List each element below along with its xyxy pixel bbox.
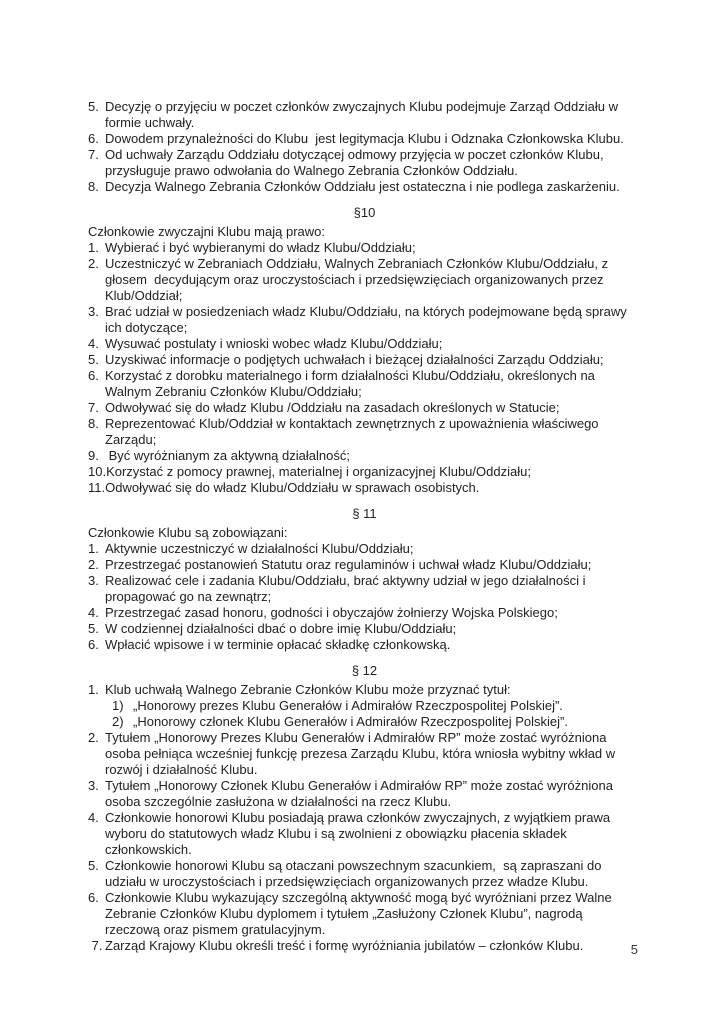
item-text: Tytułem „Honorowy Prezes Klubu Generałów i Admirałów RP” może zostać wyróżniona osoba pełniąca wcześniej funkcję prezesa Zarządu Klubu, która wniosła wybitny wkład w rozwój i działalność Klubu. (105, 730, 619, 777)
list-item (88, 890, 641, 938)
list-item (88, 416, 641, 448)
list-item (88, 131, 641, 147)
item-text: Wysuwać postulaty i wnioski wobec władz Klubu/Oddziału; (105, 336, 443, 351)
item-text: Realizować cele i zadania Klubu/Oddziału, brać aktywny udział w jego działalności i propagować go na zewnątrz; (105, 573, 590, 604)
list-item (88, 605, 641, 621)
item-number: 1) (112, 698, 124, 713)
list-item (88, 352, 641, 368)
item-text: W codziennej działalności dbać o dobre imię Klubu/Oddziału; (105, 621, 457, 636)
item-number: 10. (88, 464, 107, 479)
item-text: Członkowie Klubu wykazujący szczególną aktywność mogą być wyróżniani przez Walne Zebranie Członków Klubu dyplomem i tytułem „Zasłużony Członek Klubu”, nagrodą rzeczową oraz pismem gratulacyjnym. (105, 890, 616, 937)
list-item (88, 858, 641, 890)
item-number: 4. (88, 810, 99, 825)
item-number: 3. (88, 573, 99, 588)
item-text: Odwoływać się do władz Klubu /Oddziału na zasadach określonych w Statucie; (105, 400, 560, 415)
list-item (88, 778, 641, 810)
list-item (88, 573, 641, 605)
list-item (88, 336, 641, 352)
list-item (88, 179, 641, 195)
item-text: Odwoływać się do władz Klubu/Oddziału w sprawach osobistych. (105, 480, 480, 495)
item-text: Od uchwały Zarządu Oddziału dotyczącej odmowy przyjęcia w poczet członków Klubu, przysługuje prawo odwołania do Walnego Zebrania Członków Oddziału. (105, 147, 608, 178)
item-number: 2. (88, 557, 99, 572)
item-text: Być wyróżnianym za aktywną działalność; (105, 448, 350, 463)
item-text: Przestrzegać zasad honoru, godności i obyczajów żołnierzy Wojska Polskiego; (105, 605, 558, 620)
sub-list-item (112, 698, 641, 714)
list-item (88, 400, 641, 416)
sub-list-item (112, 714, 641, 730)
item-text: Wpłacić wpisowe i w terminie opłacać składkę członkowską. (105, 637, 451, 652)
item-number: 8. (88, 416, 99, 431)
list-item (88, 621, 641, 637)
list-item (88, 256, 641, 304)
item-text: „Honorowy prezes Klubu Generałów i Admirałów Rzeczpospolitej Polskiej”. (133, 698, 563, 713)
item-number: 8. (88, 179, 99, 194)
item-number: 6. (88, 890, 99, 905)
item-text: Członkowie honorowi Klubu posiadają prawa członków zwyczajnych, z wyjątkiem prawa wyboru do statutowych władz Klubu i są zwolnieni z obowiązku płacenia składek członkowskich. (105, 810, 614, 857)
list-item (88, 448, 641, 464)
item-number: 7. (88, 147, 99, 162)
item-number: 9. (88, 448, 99, 463)
list-item (88, 480, 641, 496)
item-number: 3. (88, 778, 99, 793)
list-item (88, 557, 641, 573)
list-item (88, 304, 641, 336)
item-text: Korzystać z dorobku materialnego i form działalności Klubu/Oddziału, określonych na Walnym Zebraniu Członków Klubu/Oddziału; (105, 368, 599, 399)
list-item (88, 730, 641, 778)
page-number: 5 (630, 942, 638, 957)
section-heading: § 11 (352, 506, 377, 521)
item-text: Dowodem przynależności do Klubu jest legitymacja Klubu i Odznaka Członkowska Klubu. (105, 131, 624, 146)
item-number: 5. (88, 99, 99, 114)
item-text: „Honorowy członek Klubu Generałów i Admirałów Rzeczpospolitej Polskiej”. (133, 714, 568, 729)
list-item (88, 99, 641, 131)
item-number: 4. (88, 605, 99, 620)
item-text: Klub uchwałą Walnego Zebranie Członków Klubu może przyznać tytuł: (105, 682, 511, 697)
item-text: Decyzję o przyjęciu w poczet członków zwyczajnych Klubu podejmuje Zarząd Oddziału w formie uchwały. (105, 99, 622, 130)
section-lead: Członkowie Klubu są zobowiązani: (88, 525, 288, 540)
list-item (88, 464, 641, 480)
item-number: 1. (88, 541, 99, 556)
item-number: 7. (88, 938, 103, 953)
item-text: Wybierać i być wybieranymi do władz Klubu/Oddziału; (105, 240, 416, 255)
item-number: 5. (88, 621, 99, 636)
item-number: 6. (88, 131, 99, 146)
item-number: 2. (88, 730, 99, 745)
document-content (88, 99, 641, 954)
item-text: Uzyskiwać informacje o podjętych uchwałach i bieżącej działalności Zarządu Oddziału; (105, 352, 604, 367)
item-text: Członkowie honorowi Klubu są otaczani powszechnym szacunkiem, są zapraszani do udziału w uroczystościach i przedsięwzięciach organizowanych przez władze Klubu. (105, 858, 606, 889)
item-text: Decyzja Walnego Zebrania Członków Oddziału jest ostateczna i nie podlega zaskarżeniu. (105, 179, 620, 194)
item-text: Przestrzegać postanowień Statutu oraz regulaminów i uchwał władz Klubu/Oddziału; (105, 557, 592, 572)
item-number: 3. (88, 304, 99, 319)
item-text: Zarząd Krajowy Klubu określi treść i formę wyróżniania jubilatów – członków Klubu. (105, 938, 584, 953)
list-item (88, 810, 641, 858)
item-number: 5. (88, 352, 99, 367)
item-number: 6. (88, 637, 99, 652)
item-text: Uczestniczyć w Zebraniach Oddziału, Walnych Zebraniach Członków Klubu/Oddziału, z głosem decydującym oraz uroczystościach i przedsięwzięciach organizowanych przez Klub/Oddział; (105, 256, 612, 303)
list-item (88, 938, 641, 954)
item-number: 11. (88, 480, 106, 495)
list-item (88, 682, 641, 698)
item-number: 4. (88, 336, 99, 351)
section-lead: Członkowie zwyczajni Klubu mają prawo: (88, 224, 325, 239)
list-item (88, 541, 641, 557)
section-heading: §10 (353, 205, 376, 220)
item-text: Reprezentować Klub/Oddział w kontaktach zewnętrznych z upoważnienia właściwego Zarządu; (105, 416, 603, 447)
item-number: 2) (112, 714, 124, 729)
section-heading: § 12 (351, 663, 378, 678)
item-number: 1. (88, 240, 99, 255)
item-text: Aktywnie uczestniczyć w działalności Klubu/Oddziału; (105, 541, 414, 556)
item-number: 1. (88, 682, 99, 697)
list-item (88, 240, 641, 256)
list-item (88, 637, 641, 653)
item-text: Korzystać z pomocy prawnej, materialnej i organizacyjnej Klubu/Oddziału; (106, 464, 531, 479)
list-item (88, 368, 641, 400)
item-number: 6. (88, 368, 99, 383)
item-number: 7. (88, 400, 99, 415)
item-number: 5. (88, 858, 99, 873)
item-text: Brać udział w posiedzeniach władz Klubu/Oddziału, na których podejmowane będą sprawy ich dotyczące; (105, 304, 631, 335)
list-item (88, 147, 641, 179)
item-number: 2. (88, 256, 99, 271)
item-text: Tytułem „Honorowy Członek Klubu Generałów i Admirałów RP” może zostać wyróżniona osoba szczególnie zasłużona w działalności na rzecz Klubu. (105, 778, 617, 809)
